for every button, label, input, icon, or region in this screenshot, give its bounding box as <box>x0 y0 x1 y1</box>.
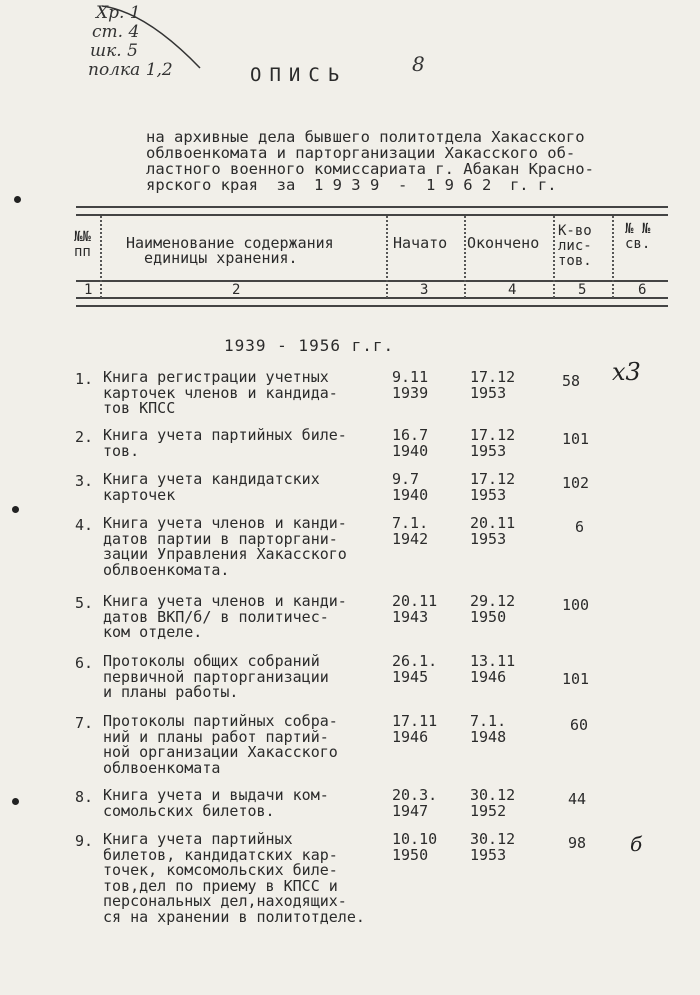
entry-sheet-count: 100 <box>562 596 590 614</box>
archive-ref-line-1: Хр. 1 <box>96 3 141 23</box>
header-rule-bottom <box>76 297 668 307</box>
entry-end-date: 30.12 1952 <box>470 786 516 820</box>
section-heading: 1939 - 1956 г.г. <box>224 336 395 355</box>
entry-end-date: 7.1. 1948 <box>470 712 507 746</box>
entry-title: Протоколы партийных собра- ний и планы работ партий- ной организации Хакасского облвоенкомата <box>103 712 338 777</box>
entry-start-date: 26.1. 1945 <box>392 652 438 686</box>
entry-number: 5. <box>75 594 94 612</box>
header-rule-top <box>76 206 668 216</box>
column-number: 4 <box>508 282 517 298</box>
entry-start-date: 10.10 1950 <box>392 830 438 864</box>
entry-title: Книга учета членов и канди- датов ВКП/б/ в политичес- ком отделе. <box>103 592 347 641</box>
entry-number: 2. <box>75 428 94 446</box>
entry-end-date: 29.12 1950 <box>470 592 516 626</box>
header-col-name: Наименование содержания единицы хранения. <box>126 234 334 267</box>
entry-number: 7. <box>75 714 94 732</box>
document-title: ОПИСЬ <box>250 64 348 86</box>
entry-start-date: 16.7 1940 <box>392 426 429 460</box>
entry-sheet-count: 58 <box>562 372 581 390</box>
column-separator <box>100 216 102 298</box>
header-col-start: Начато <box>393 234 448 252</box>
reference-strike-line <box>96 2 206 72</box>
archive-ref-line-2: ст. 4 <box>92 22 140 42</box>
entry-sheet-count: 60 <box>570 716 589 734</box>
punch-hole <box>14 196 21 203</box>
document-intro: на архивные дела бывшего политотдела Хакасского облвоенкомата и парторганизации Хакасского об- ластного военного комиссариата г. Абакан Красно- ярского края за 1 9 3 9 - 1 9 6 2 г. г. <box>146 128 594 194</box>
archive-ref-line-4: полка 1,2 <box>88 60 173 80</box>
column-number: 3 <box>420 282 429 298</box>
column-separator <box>553 216 555 298</box>
entry-start-date: 9.11 1939 <box>392 368 429 402</box>
entry-number: 8. <box>75 788 94 806</box>
column-separator <box>612 216 614 298</box>
entry-number: 9. <box>75 832 94 850</box>
punch-hole <box>12 798 19 805</box>
entry-sheet-count: 6 <box>575 518 585 536</box>
entry-number: 1. <box>75 370 94 388</box>
entry-title: Книга учета и выдачи ком- сомольских билетов. <box>103 786 329 820</box>
column-separator <box>464 216 466 298</box>
entry-number: 6. <box>75 654 94 672</box>
column-number: 1 <box>84 282 93 298</box>
archive-ref-line-3: шк. 5 <box>90 41 138 61</box>
entry-sheet-count: 44 <box>568 790 587 808</box>
entry-end-date: 17.12 1953 <box>470 426 516 460</box>
column-number: 6 <box>638 282 647 298</box>
entry-title: Протоколы общих собраний первичной парторганизации и планы работы. <box>103 652 329 701</box>
column-separator <box>386 216 388 298</box>
header-col-end: Окончено <box>467 234 540 252</box>
entry-end-date: 13.11 1946 <box>470 652 516 686</box>
entry-end-date: 17.12 1953 <box>470 368 516 402</box>
header-col-bundle: № № св. <box>625 221 651 252</box>
entry-title: Книга регистрации учетных карточек членов и кандида- тов КПСС <box>103 368 338 417</box>
entry-end-date: 17.12 1953 <box>470 470 516 504</box>
entry-end-date: 20.11 1953 <box>470 514 516 548</box>
margin-mark-entry-1: х3 <box>612 358 641 386</box>
entry-title: Книга учета партийных биле- тов. <box>103 426 347 460</box>
entry-start-date: 17.11 1946 <box>392 712 438 746</box>
entry-sheet-count: 98 <box>568 834 587 852</box>
entry-title: Книга учета партийных билетов, кандидатских кар- точек, комсомольских биле- тов,дел по приему в КПСС и персональных дел,находящих- ся на хранении в политотделе. <box>103 830 365 926</box>
entry-sheet-count: 101 <box>562 670 590 688</box>
entry-sheet-count: 102 <box>562 474 590 492</box>
entry-title: Книга учета членов и канди- датов партии в парторгани- зации Управления Хакасского облвоенкомата. <box>103 514 347 579</box>
entry-title: Книга учета кандидатских карточек <box>103 470 320 504</box>
entry-number: 4. <box>75 516 94 534</box>
sheet-number: 8 <box>412 52 425 76</box>
entry-start-date: 7.1. 1942 <box>392 514 429 548</box>
entry-start-date: 20.3. 1947 <box>392 786 438 820</box>
punch-hole <box>12 506 19 513</box>
column-number: 5 <box>578 282 587 298</box>
column-number: 2 <box>232 282 241 298</box>
entry-number: 3. <box>75 472 94 490</box>
header-col-number: №№ пп <box>74 229 91 260</box>
entry-start-date: 9.7 1940 <box>392 470 429 504</box>
margin-mark-entry-9: б <box>630 832 643 856</box>
header-col-sheets: К-во лис- тов. <box>558 223 592 269</box>
entry-end-date: 30.12 1953 <box>470 830 516 864</box>
entry-start-date: 20.11 1943 <box>392 592 438 626</box>
entry-sheet-count: 101 <box>562 430 590 448</box>
